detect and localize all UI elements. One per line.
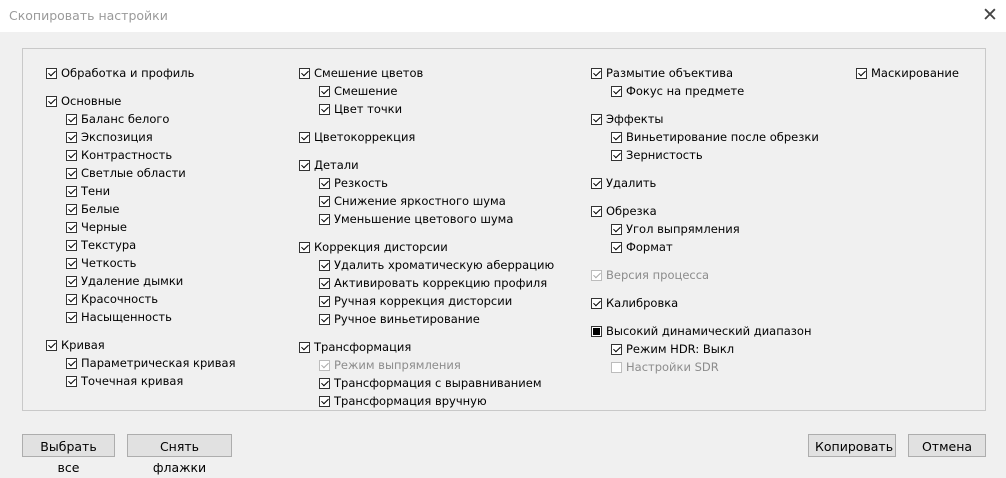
checkbox-label: Режим HDR: Выкл [626, 342, 735, 356]
checkbox-checked-icon[interactable] [46, 96, 57, 107]
checkbox-label: Маскирование [871, 66, 959, 80]
checkbox-label: Размытие объектива [606, 66, 734, 80]
checkbox-checked-icon[interactable] [66, 312, 77, 323]
checkbox-label: Текстура [81, 238, 137, 252]
checkbox-label: Обработка и профиль [61, 66, 195, 80]
checkbox-row[interactable] [591, 203, 657, 219]
checkbox-label: Ручное виньетирование [334, 312, 480, 326]
checkbox-row[interactable] [319, 357, 461, 373]
checkbox-checked-icon[interactable] [611, 86, 622, 97]
checkbox-checked-icon[interactable] [66, 358, 77, 369]
checkbox-row[interactable] [66, 183, 110, 199]
checkbox-label: Зернистость [626, 148, 703, 162]
checkbox-row[interactable] [319, 211, 513, 227]
checkbox-label: Смешение цветов [314, 66, 424, 80]
checkbox-row[interactable] [319, 257, 554, 273]
checkbox-label: Версия процесса [606, 268, 710, 282]
checkbox-label: Удаление дымки [81, 274, 184, 288]
checkbox-row[interactable] [46, 337, 105, 353]
checkbox-label: Кривая [61, 338, 105, 352]
checkbox-row[interactable] [319, 101, 402, 117]
checkbox-row[interactable] [611, 341, 734, 357]
checkbox-checked-icon[interactable] [66, 240, 77, 251]
checkbox-label: Настройки SDR [626, 360, 719, 374]
checkbox-row[interactable] [299, 339, 411, 355]
checkbox-row[interactable] [66, 355, 236, 371]
checkbox-checked-icon[interactable] [66, 132, 77, 143]
checkbox-row[interactable] [46, 93, 121, 109]
checkbox-row[interactable] [66, 219, 127, 235]
checkbox-row[interactable] [611, 83, 744, 99]
checkbox-checked-icon[interactable] [46, 340, 57, 351]
window-title: Скопировать настройки [9, 8, 168, 23]
checkbox-checked-icon [319, 360, 330, 371]
checkbox-label: Детали [314, 158, 359, 172]
checkbox-row[interactable] [46, 65, 194, 81]
checkbox-row[interactable] [611, 147, 703, 163]
checkbox-label: Угол выпрямления [626, 222, 740, 236]
checkbox-checked-icon[interactable] [319, 378, 330, 389]
checkbox-row[interactable] [319, 393, 487, 409]
checkbox-row[interactable] [591, 111, 664, 127]
checkbox-label: Удалить хроматическую аберрацию [334, 258, 555, 272]
checkbox-checked-icon[interactable] [46, 68, 57, 79]
checkbox-row[interactable] [66, 147, 172, 163]
checkbox-row[interactable] [66, 111, 169, 127]
checkbox-label: Уменьшение цветового шума [334, 212, 514, 226]
checkbox-row[interactable] [319, 83, 397, 99]
checkbox-row[interactable] [591, 65, 733, 81]
checkbox-label: Снижение яркостного шума [334, 194, 506, 208]
checkbox-label: Параметрическая кривая [81, 356, 236, 370]
checkbox-checked-icon[interactable] [319, 214, 330, 225]
checkbox-label: Коррекция дисторсии [314, 240, 448, 254]
checkbox-checked-icon[interactable] [591, 298, 602, 309]
checkbox-row[interactable] [66, 291, 158, 307]
close-icon[interactable]: ✕ [982, 4, 998, 26]
checkbox-label: Белые [81, 202, 120, 216]
checkbox-checked-icon [591, 270, 602, 281]
checkbox-row[interactable] [66, 237, 136, 253]
checkbox-label: Цветокоррекция [314, 130, 416, 144]
checkbox-row[interactable] [591, 323, 811, 339]
checkbox-label: Контрастность [81, 148, 173, 162]
checkbox-checked-icon[interactable] [66, 186, 77, 197]
checkbox-label: Режим выпрямления [334, 358, 461, 372]
checkbox-label: Формат [626, 240, 673, 254]
checkbox-label: Четкость [81, 256, 137, 270]
checkbox-label: Экспозиция [81, 130, 153, 144]
checkbox-row[interactable] [319, 175, 388, 191]
checkbox-row[interactable] [319, 293, 512, 309]
checkbox-row[interactable] [299, 129, 415, 145]
checkbox-row[interactable] [611, 359, 719, 375]
checkbox-row[interactable] [856, 65, 959, 81]
checkbox-checked-icon[interactable] [66, 258, 77, 269]
checkbox-row[interactable] [66, 201, 119, 217]
checkbox-checked-icon[interactable] [319, 260, 330, 271]
checkbox-row[interactable] [591, 267, 709, 283]
checkbox-checked-icon[interactable] [319, 86, 330, 97]
checkbox-label: Трансформация [314, 340, 412, 354]
checkbox-row[interactable] [66, 309, 172, 325]
checkbox-row[interactable] [319, 311, 480, 327]
checkbox-row[interactable] [319, 375, 542, 391]
checkbox-checked-icon[interactable] [299, 242, 310, 253]
checkbox-checked-icon[interactable] [299, 132, 310, 143]
checkbox-row[interactable] [299, 157, 359, 173]
select-all-button[interactable]: Выбрать все [22, 434, 115, 457]
checkbox-row[interactable] [66, 273, 183, 289]
checkbox-checked-icon[interactable] [66, 168, 77, 179]
checkbox-checked-icon[interactable] [319, 296, 330, 307]
checkbox-label: Светлые области [81, 166, 186, 180]
clear-all-button[interactable]: Снять флажки [127, 434, 232, 457]
checkbox-row[interactable] [299, 239, 448, 255]
checkbox-row[interactable] [611, 129, 819, 145]
checkbox-checked-icon[interactable] [66, 222, 77, 233]
checkbox-checked-icon[interactable] [611, 344, 622, 355]
checkbox-label: Эффекты [606, 112, 664, 126]
title-bar [0, 0, 1006, 32]
checkbox-label: Насыщенность [81, 310, 172, 324]
checkbox-checked-icon[interactable] [611, 242, 622, 253]
checkbox-row[interactable] [591, 295, 678, 311]
checkbox-checked-icon[interactable] [591, 178, 602, 189]
checkbox-label: Трансформация с выравниванием [334, 376, 542, 390]
checkbox-label: Трансформация вручную [334, 394, 487, 408]
checkbox-checked-icon[interactable] [591, 206, 602, 217]
checkbox-checked-icon[interactable] [591, 68, 602, 79]
checkbox-label: Высокий динамический диапазон [606, 324, 812, 338]
checkbox-label: Калибровка [606, 296, 679, 310]
checkbox-unchecked-icon [611, 362, 622, 373]
checkbox-label: Резкость [334, 176, 388, 190]
checkbox-checked-icon[interactable] [66, 276, 77, 287]
checkbox-checked-icon[interactable] [611, 224, 622, 235]
checkbox-label: Смешение [334, 84, 398, 98]
checkbox-checked-icon[interactable] [319, 278, 330, 289]
checkbox-checked-icon[interactable] [591, 114, 602, 125]
checkbox-row[interactable] [66, 129, 153, 145]
checkbox-label: Ручная коррекция дисторсии [334, 294, 513, 308]
checkbox-label: Цвет точки [334, 102, 403, 116]
checkbox-label: Виньетирование после обрезки [626, 130, 819, 144]
checkbox-checked-icon[interactable] [856, 68, 867, 79]
checkbox-label: Основные [61, 94, 122, 108]
checkbox-checked-icon[interactable] [66, 204, 77, 215]
checkbox-label: Обрезка [606, 204, 657, 218]
checkbox-checked-icon[interactable] [299, 68, 310, 79]
checkbox-row[interactable] [299, 65, 423, 81]
checkbox-partial-icon[interactable] [591, 326, 602, 337]
checkbox-checked-icon[interactable] [66, 150, 77, 161]
checkbox-checked-icon[interactable] [66, 114, 77, 125]
checkbox-row[interactable] [591, 175, 656, 191]
checkbox-checked-icon[interactable] [299, 160, 310, 171]
checkbox-row[interactable] [611, 239, 673, 255]
checkbox-checked-icon[interactable] [319, 314, 330, 325]
checkbox-row[interactable] [66, 373, 183, 389]
checkbox-checked-icon[interactable] [66, 376, 77, 387]
checkbox-checked-icon[interactable] [319, 104, 330, 115]
checkbox-checked-icon[interactable] [319, 178, 330, 189]
checkbox-row[interactable] [611, 221, 740, 237]
checkbox-label: Черные [81, 220, 127, 234]
checkbox-label: Удалить [606, 176, 657, 190]
checkbox-row[interactable] [319, 193, 506, 209]
checkbox-checked-icon[interactable] [299, 342, 310, 353]
checkbox-label: Баланс белого [81, 112, 170, 126]
checkbox-checked-icon[interactable] [319, 196, 330, 207]
checkbox-label: Активировать коррекцию профиля [334, 276, 548, 290]
checkbox-row[interactable] [66, 165, 186, 181]
checkbox-label: Красочность [81, 292, 159, 306]
checkbox-label: Тени [81, 184, 111, 198]
checkbox-checked-icon[interactable] [66, 294, 77, 305]
checkbox-checked-icon[interactable] [611, 150, 622, 161]
checkbox-checked-icon[interactable] [319, 396, 330, 407]
checkbox-label: Точечная кривая [81, 374, 184, 388]
checkbox-row[interactable] [66, 255, 136, 271]
checkbox-label: Фокус на предмете [626, 84, 745, 98]
checkbox-checked-icon[interactable] [611, 132, 622, 143]
copy-button[interactable]: Копировать [808, 434, 896, 457]
cancel-button[interactable]: Отмена [908, 434, 986, 457]
checkbox-row[interactable] [319, 275, 547, 291]
